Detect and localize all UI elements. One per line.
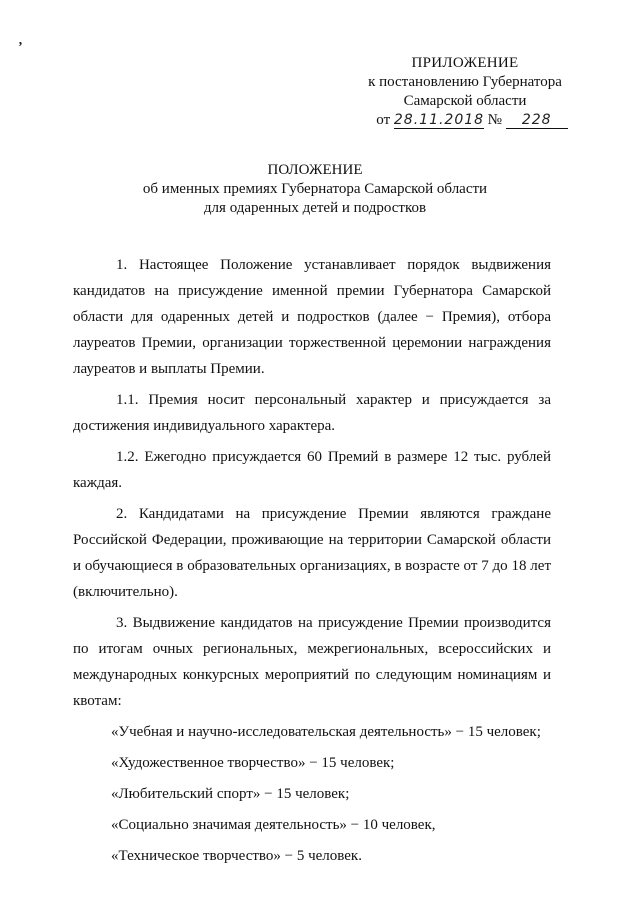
title-line-1: об именных премиях Губернатора Самарской области [142,181,488,197]
title-line-2: для одаренных детей и подростков [203,200,427,216]
nomination-item: «Техническое творчество» − 5 человек. [111,848,362,864]
title-heading: ПОЛОЖЕНИЕ [267,162,363,178]
paragraph-1-2: 1.2. Ежегодно присуждается 60 Премий в размере 12 тыс. рублей каждая. [73,449,551,491]
paragraph-3: 3. Выдвижение кандидатов на присуждение Премии производится по итогам очных региональных, межрегиональных, всероссийских и международных конкурсных мероприятий по следующим номинациям и квотам: [73,615,551,709]
document-title [90,161,540,218]
date-value: 28.11.2018 [393,112,485,128]
nomination-item: «Любительский спорт» − 15 человек; [111,786,350,802]
document-body [73,252,551,869]
appendix-line-2: Самарской области [403,93,527,109]
paragraph-1-1: 1.1. Премия носит персональный характер и присуждается за достижения индивидуального характера. [73,392,551,434]
margin-mark: ’ [18,40,23,55]
nomination-item: «Учебная и научно-исследовательская деятельность» − 15 человек; [111,724,541,740]
number-value: 228 [506,112,568,129]
appendix-block [340,54,590,130]
nomination-item: «Социально значимая деятельность» − 10 человек, [111,817,436,833]
nomination-item: «Художественное творчество» − 15 человек; [111,755,395,771]
paragraph-2: 2. Кандидатами на присуждение Премии являются граждане Российской Федерации, проживающие на территории Самарской области и обучающиеся в образовательных организациях, в возрасте от 7 до 18 лет (включительно). [73,506,551,600]
appendix-line-1: к постановлению Губернатора [368,74,562,90]
appendix-date-line [354,111,590,130]
paragraph-1: 1. Настоящее Положение устанавливает порядок выдвижения кандидатов на присуждение именной премии Губернатора Самарской области для одаренных детей и подростков (далее − Премия), отбора лауреатов Премии, организации торжественной церемонии награждения лауреатов и выплаты Премии. [73,257,551,377]
appendix-title: ПРИЛОЖЕНИЕ [411,55,519,71]
number-prefix: № [487,112,502,128]
date-prefix: от [376,112,391,128]
